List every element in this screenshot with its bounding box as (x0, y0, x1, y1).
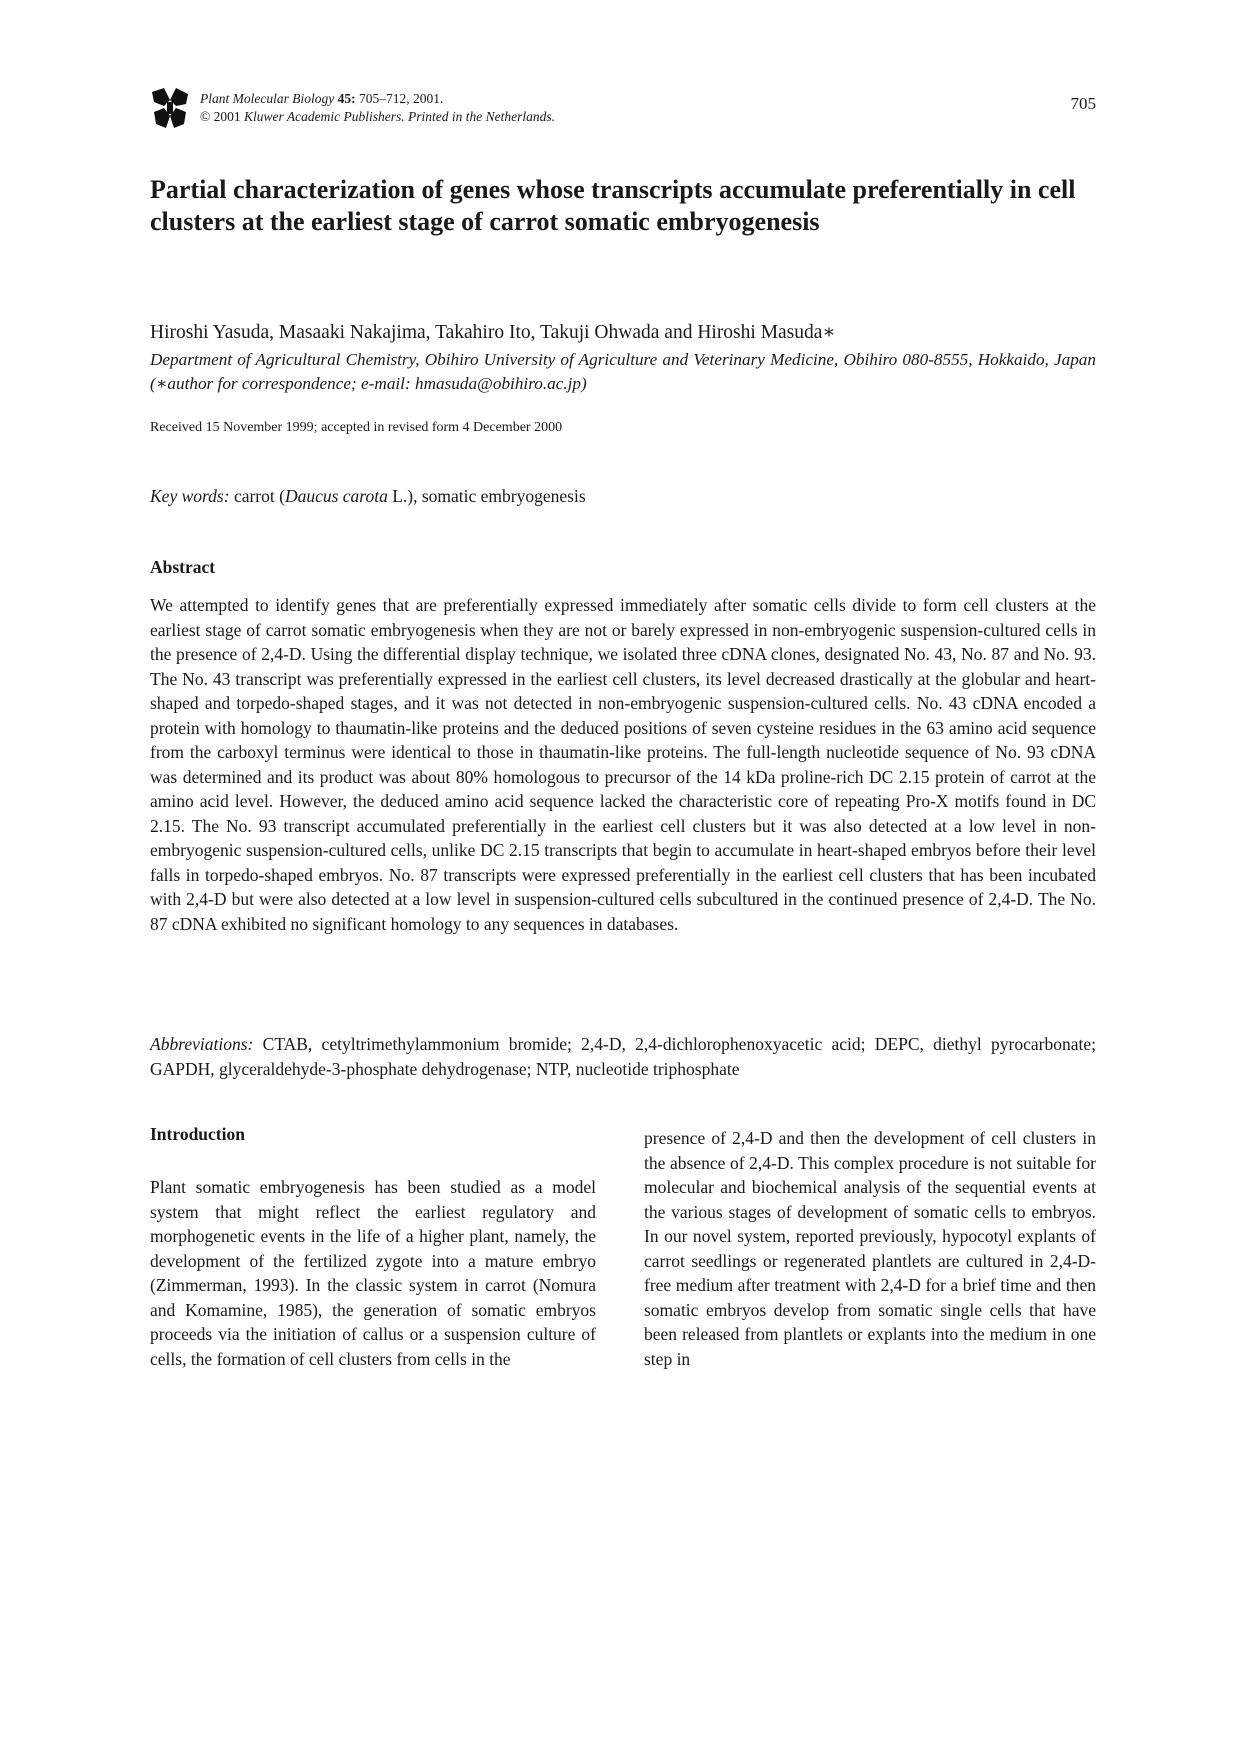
introduction-heading: Introduction (150, 1124, 245, 1144)
affiliation: Department of Agricultural Chemistry, Obihiro University of Agriculture and Veterinary Medicine, Obihiro 080-8555, Hokkaido, Japan (∗author for correspondence; e-mail: hmasuda@obihiro.ac.jp) (150, 350, 1096, 393)
keywords-label: Key words: (150, 486, 230, 506)
journal-volume: 45: (337, 91, 356, 106)
copyright: © 2001 (200, 109, 241, 124)
abbreviations (150, 1032, 1096, 1081)
journal-pages: 705–712, 2001. (358, 91, 444, 106)
abbreviations-label: Abbreviations: (150, 1034, 254, 1054)
abstract-body: We attempted to identify genes that are preferentially expressed immediately after somatic cells divide to form cell clusters at the earliest stage of carrot somatic embryogenesis when they are not or barely expressed in non-embryogenic suspension-cultured cells in the presence of 2,4-D. Using the differential display technique, we isolated three cDNA clones, designated No. 43, No. 87 and No. 93. The No. 43 transcript was preferentially expressed in the earliest cell clusters, its level decreased drastically at the globular and heart-shaped and torpedo-shaped stages, and it was not detected in non-embryogenic suspension-cultured cells. No. 43 cDNA encoded a protein with homology to thaumatin-like proteins and the deduced positions of seven cysteine residues in the 63 amino acid sequence from the carboxyl terminus were identical to those in thaumatin-like proteins. The full-length nucleotide sequence of No. 93 cDNA was determined and its product was about 80% homologous to precursor of the 14 kDa proline-rich DC 2.15 protein of carrot at the amino acid level. However, the deduced amino acid sequence lacked the characteristic core of repeating Pro-X motifs found in DC 2.15. The No. 93 transcript accumulated preferentially in the earliest cell clusters but it was also detected at a low level in non-embryogenic suspension-cultured cells, unlike DC 2.15 transcripts that begin to accumulate in heart-shaped embryos before their level falls in torpedo-shaped embryos. No. 87 transcripts were expressed preferentially in the earliest cell clusters that has been incubated with 2,4-D but were also detected at a low level in suspension-cultured cells subcultured in the continued presence of 2,4-D. The No. 87 cDNA exhibited no significant homology to any sequences in databases. (150, 595, 1096, 934)
keywords-species: Daucus carota (284, 486, 388, 506)
keywords-part-2: L.), somatic embryogenesis (392, 486, 586, 506)
journal-name: Plant Molecular Biology (200, 91, 335, 106)
introduction-column-left: Plant somatic embryogenesis has been studied as a model system that might reflect the earliest regulatory and morphogenetic events in the life of a higher plant, namely, the development of the fertilized zygote into a mature embryo (Zimmerman, 1993). In the classic system in carrot (Nomura and Komamine, 1985), the generation of somatic embryos proceeds via the initiation of callus or a suspension culture of cells, the formation of cell clusters from cells in the (150, 1177, 596, 1369)
introduction-column-right: presence of 2,4-D and then the development of cell clusters in the absence of 2,4-D. This complex procedure is not suitable for molecular and biochemical analysis of the sequential events at the various stages of development of somatic cells to embryos. In our novel system, reported previously, hypocotyl explants of carrot seedlings or regenerated plantlets are cultured in 2,4-D-free medium after treatment with 2,4-D for a brief time and then somatic embryos develop from somatic single cells that have been released from plantlets or explants into the medium in one step in (644, 1128, 1096, 1369)
journal-line-1 (200, 90, 555, 108)
journal-citation (200, 90, 555, 126)
abstract-heading: Abstract (150, 557, 216, 577)
publisher: Kluwer Academic Publishers. (244, 109, 405, 124)
paper-title: Partial characterization of genes whose transcripts accumulate preferentially in cell clusters at the earliest stage of carrot somatic embryogenesis (150, 175, 1076, 236)
keywords-part-1: carrot ( (233, 486, 285, 506)
printed-in: Printed in the Netherlands. (408, 109, 555, 124)
journal-line-2 (200, 108, 555, 126)
received-date: Received 15 November 1999; accepted in revised form 4 December 2000 (150, 420, 563, 435)
publisher-logo-icon (150, 86, 190, 130)
abbreviations-text: CTAB, cetyltrimethylammonium bromide; 2,4-D, 2,4-dichlorophenoxyacetic acid; DEPC, diethyl pyrocarbonate; GAPDH, glyceraldehyde-3-phosphate dehydrogenase; NTP, nucleotide triphosphate (150, 1034, 1096, 1079)
keywords (150, 484, 586, 508)
page-number: 705 (1070, 94, 1096, 113)
journal-header (150, 86, 1096, 130)
author-list: Hiroshi Yasuda, Masaaki Nakajima, Takahiro Ito, Takuji Ohwada and Hiroshi Masuda∗ (150, 322, 836, 343)
